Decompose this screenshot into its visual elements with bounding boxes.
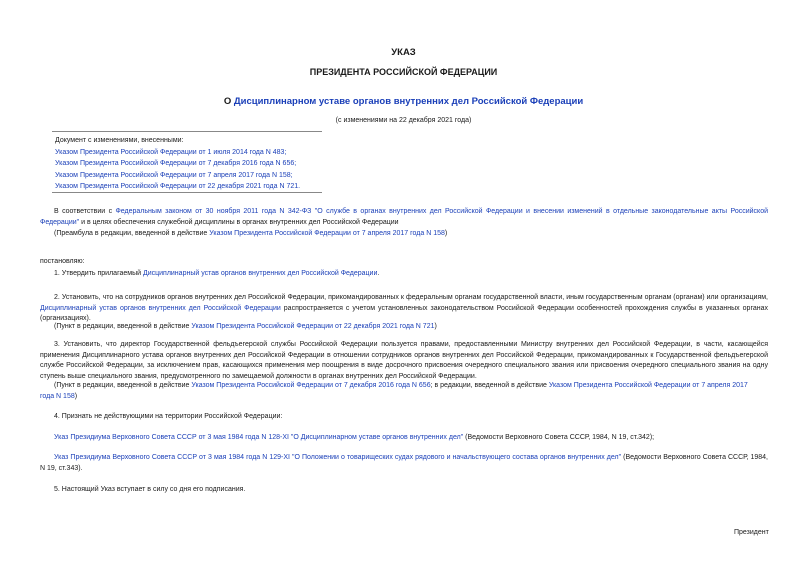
- clause-3-note-link-1[interactable]: Указом Президента Российской Федерации от 7 декабря 2016 года N 656: [191, 382, 431, 389]
- clause-3-note: [54, 382, 748, 389]
- change-link-2[interactable]: Указом Президента Российской Федерации от 7 декабря 2016 года N 656;: [55, 160, 297, 167]
- preamble-note-end: ): [444, 230, 448, 237]
- clause-5: 5. Настоящий Указ вступает в силу со дня его подписания.: [54, 486, 246, 493]
- divider-top: [52, 131, 322, 132]
- postanovlyayu: постановляю:: [40, 258, 85, 265]
- preamble-text-2: и в целях обеспечения служебной дисциплины в органах внутренних дел Российской Федерации: [79, 218, 399, 226]
- title-link[interactable]: Дисциплинарном уставе органов внутренних дел Российской Федерации: [233, 96, 584, 107]
- clause-1-link[interactable]: Дисциплинарный устав органов внутренних дел Российской Федерации: [142, 270, 378, 277]
- preamble-text-1: В соответствии с: [54, 208, 116, 215]
- decree-issuer: ПРЕЗИДЕНТА РОССИЙСКОЙ ФЕДЕРАЦИИ: [309, 67, 498, 77]
- preamble-note: [54, 230, 447, 237]
- change-link-3[interactable]: Указом Президента Российской Федерации от 7 апреля 2017 года N 158;: [55, 171, 293, 179]
- preamble-note-link[interactable]: Указом Президента Российской Федерации от 7 апреля 2017 года N 158: [209, 230, 445, 237]
- clause-3-note-mid: ; в редакции, введенной в действие: [430, 382, 549, 389]
- signature: Президент: [734, 529, 769, 536]
- clause-3-note-link-2[interactable]: Указом Президента Российской Федерации от 7 апреля 2017: [548, 382, 748, 389]
- clause-3-note-end: ): [74, 393, 78, 400]
- clause-2-link[interactable]: Дисциплинарный устав органов внутренних дел Российской Федерации: [40, 304, 281, 312]
- clause-3: 3. Установить, что директор Государственной фельдъегерской службы Российской Федерации пользуется правами, предоставленными Министру внутренних дел Российской Федерации, в части, касающейся применения Дисциплинарного устава органов внутренних дел Российской Федерации в отношении сотрудников органов внутренних дел Российской Федерации, прикомандированных к Государственной фельдъегерской службе Российской Федерации, за исключением прав, касающихся применения мер поощрения в виде досрочного присвоения очередного специального звания или присвоения очередного специального звания на одну ступень выше специального звания, предусмотренного по замещаемой должности в органах внутренних дел Российской Федерации.: [40, 341, 768, 380]
- preamble-note-text: (Преамбула в редакции, введенной в действие: [54, 230, 210, 237]
- clause-3-note-link-2-cont[interactable]: года N 158: [40, 393, 75, 400]
- clause-4b-link[interactable]: Указ Президиума Верховного Совета СССР от 3 мая 1984 года N 129-XI "О Положении о товарищеских судах рядового и начальствующего состава органов внутренних дел": [54, 454, 622, 461]
- preamble: [40, 207, 768, 228]
- clause-1-end: .: [377, 270, 380, 277]
- clause-3-note-cont: [40, 393, 77, 400]
- clause-4: 4. Признать не действующими на территории Российской Федерации:: [54, 413, 283, 420]
- clause-1-text: 1. Утвердить прилагаемый: [54, 270, 143, 277]
- clause-2-note-text: (Пункт в редакции, введенной в действие: [54, 323, 192, 330]
- changes-intro: Документ с изменениями, внесенными:: [55, 137, 184, 144]
- clause-1: [54, 270, 379, 277]
- federal-law-link[interactable]: Федеральным законом от 30 ноября 2011 года N 342-ФЗ "О службе в органах внутренних дел Российской Федерации и внесении изменений в отдельные законодательные акты Российской Федерации": [40, 208, 768, 226]
- clause-4b-end: (Ведомости Верховного Совета СССР, 1984, N 19, ст.343).: [40, 454, 769, 472]
- clause-2-text-1: 2. Установить, что на сотрудников органов внутренних дел Российской Федерации, прикомандированных к федеральным органам государственной власти, иным государственным органам (органам) или организациям,: [54, 294, 768, 301]
- decree-title: [0, 96, 807, 107]
- clause-2-text-2: распространяется с учетом установленных законодательством Российской Федерации особенностей прохождения службы в указанных органах (организациях).: [40, 304, 768, 322]
- changes-list: [55, 135, 300, 193]
- clause-2-note: [54, 323, 437, 330]
- changes-date-note: (с изменениями на 22 декабря 2021 года): [335, 117, 472, 124]
- clause-3-note-text: (Пункт в редакции, введенной в действие: [54, 382, 192, 389]
- clause-4a: [54, 434, 654, 441]
- divider-bottom: [52, 192, 322, 193]
- change-link-4[interactable]: Указом Президента Российской Федерации от 22 декабря 2021 года N 721.: [55, 183, 301, 190]
- title-prefix: О: [223, 96, 234, 107]
- clause-4a-end: (Ведомости Верховного Совета СССР, 1984, N 19, ст.342);: [463, 434, 655, 441]
- change-link-1[interactable]: Указом Президента Российской Федерации от 1 июля 2014 года N 483;: [55, 148, 287, 156]
- clause-2-note-link[interactable]: Указом Президента Российской Федерации от 22 декабря 2021 года N 721: [191, 323, 435, 330]
- decree-heading: УКАЗ: [391, 47, 416, 58]
- clause-4a-link[interactable]: Указ Президиума Верховного Совета СССР от 3 мая 1984 года N 128-XI "О Дисциплинарном уставе органов внутренних дел": [54, 434, 464, 441]
- clause-2-note-end: ): [434, 323, 437, 330]
- clause-4b: [40, 453, 768, 474]
- clause-2: [40, 293, 768, 325]
